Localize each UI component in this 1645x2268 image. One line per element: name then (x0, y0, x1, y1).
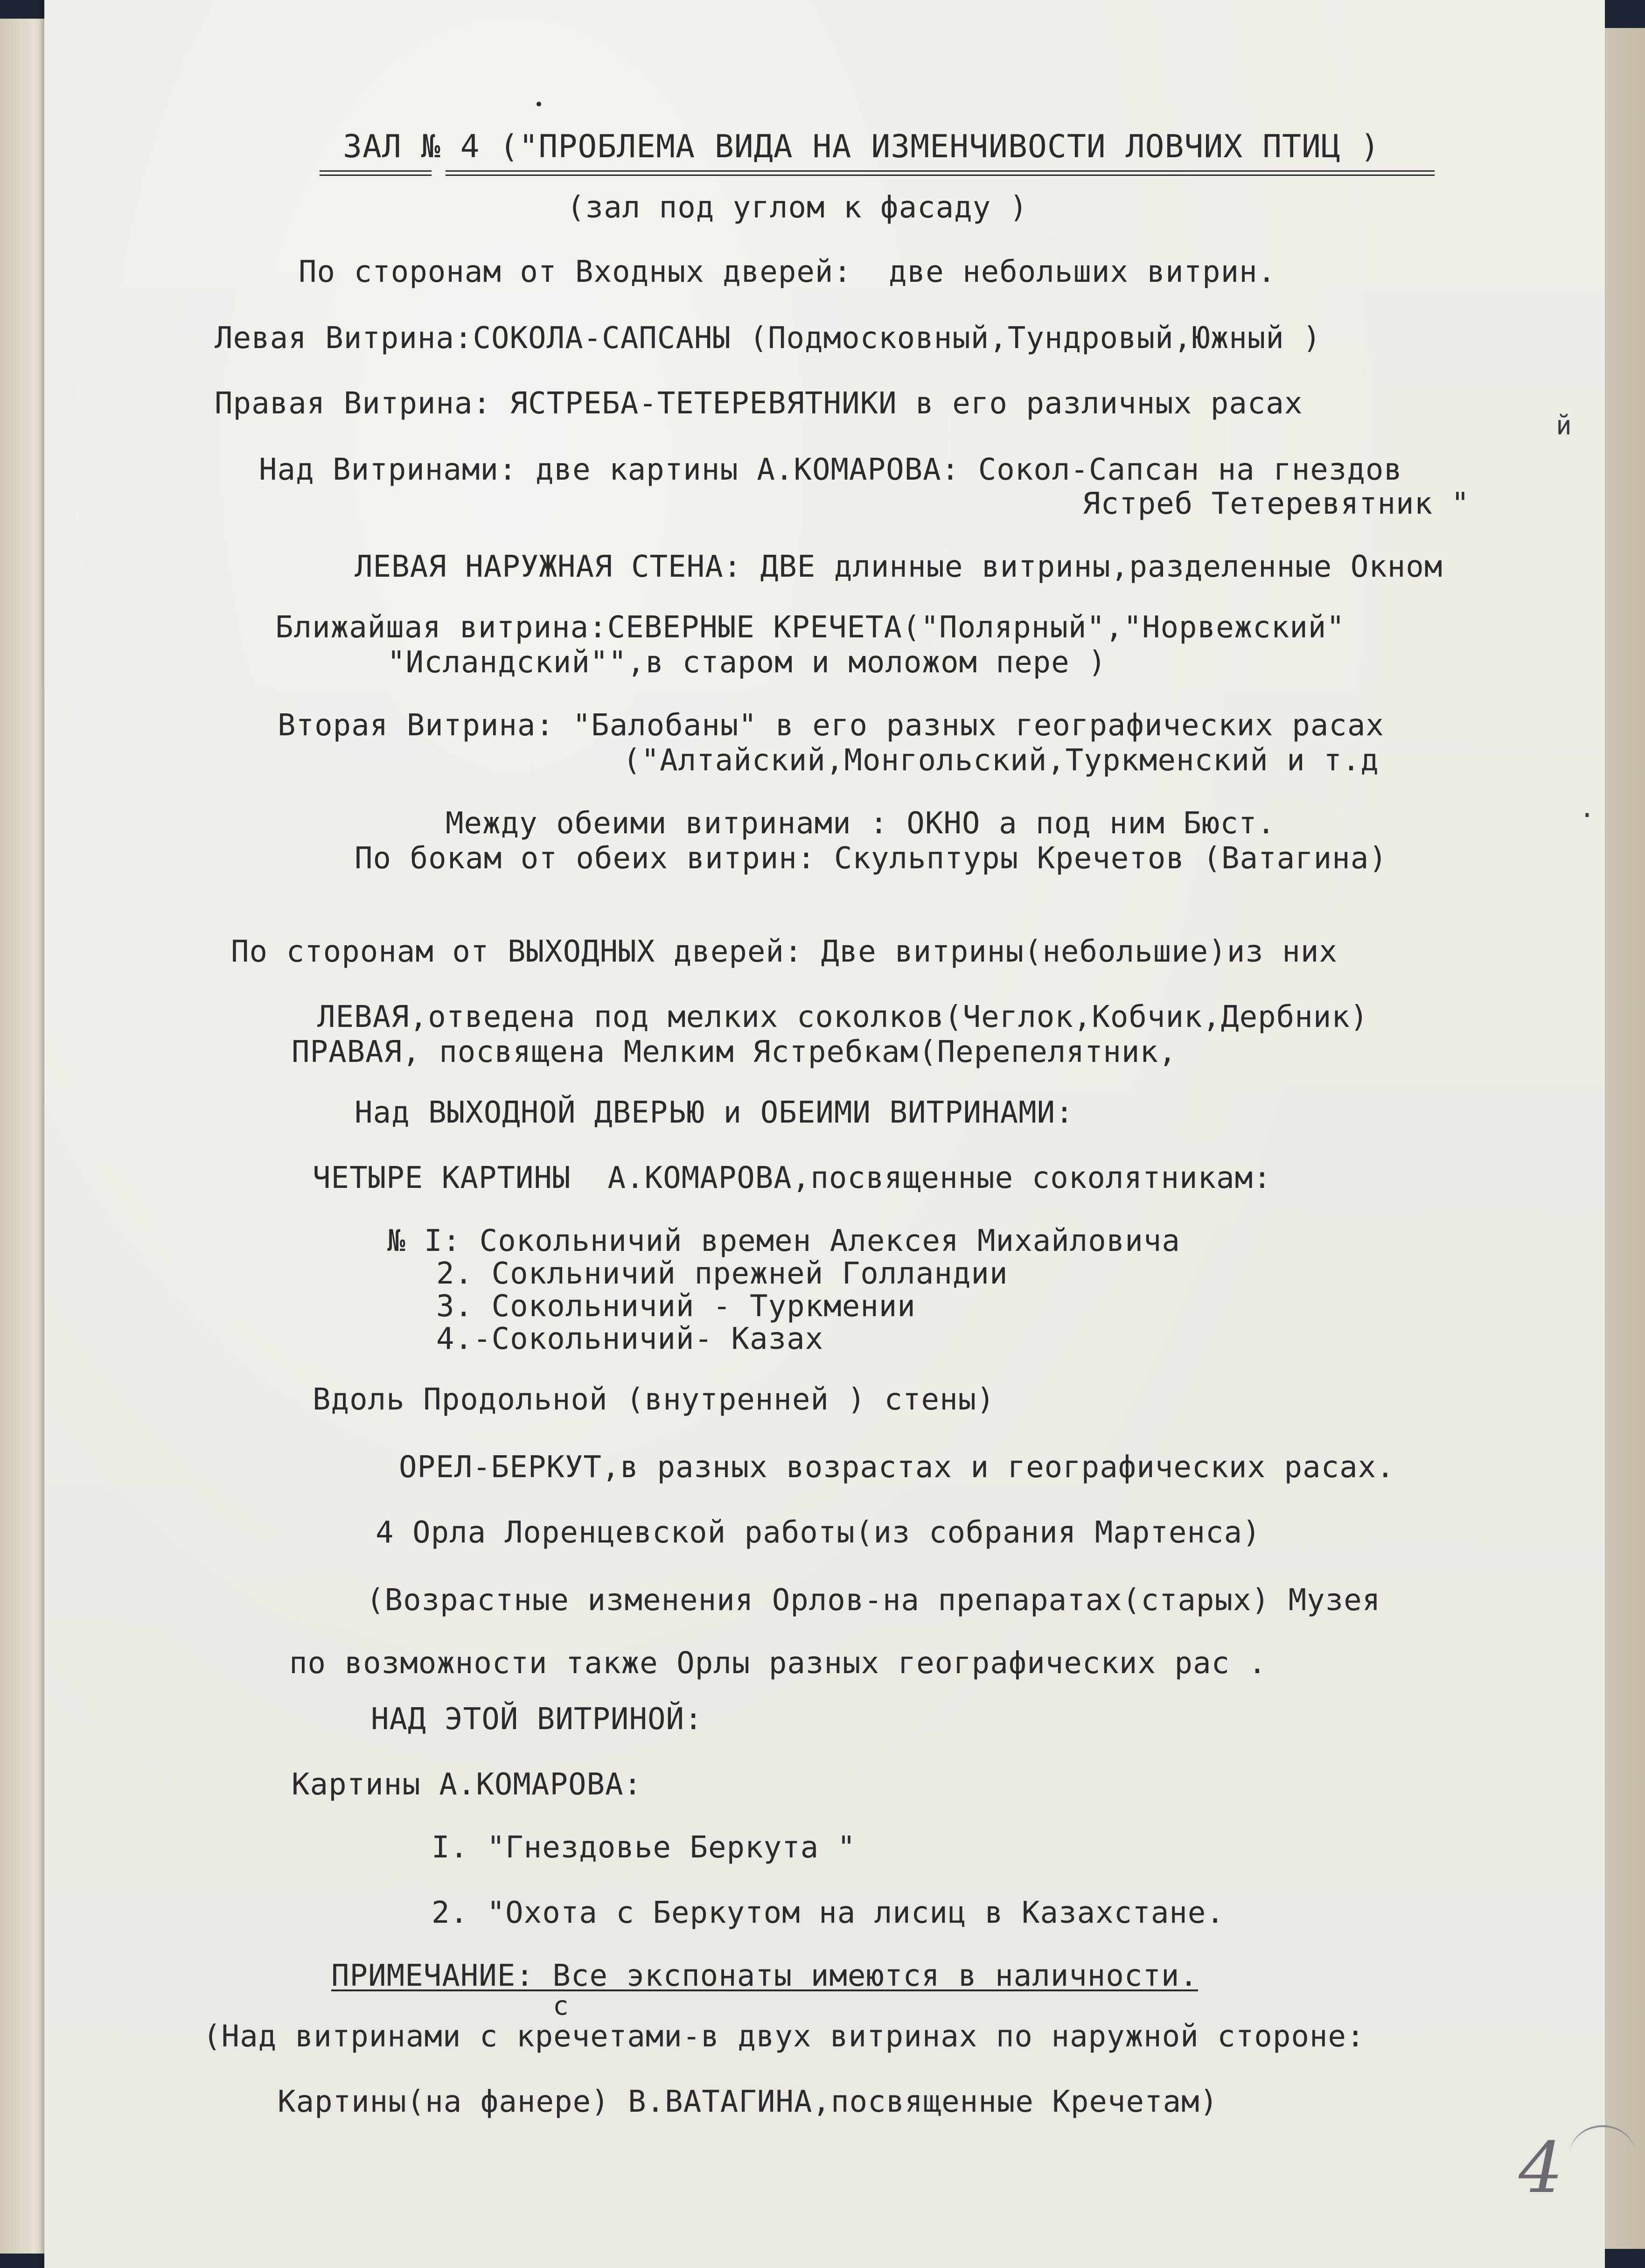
text-line-20: 4 Орла Лоренцевской работы(из собрания Мартенса) (376, 1515, 1261, 1550)
text-line-1: По сторонам от Входных дверей: две небольших витрин. (299, 255, 1276, 289)
text-line-7: Ближайшая витрина:СЕВЕРНЫЕ КРЕЧЕТА("Полярный","Норвежский" (275, 610, 1345, 645)
list-item-4: 4.-Сокольничий- Казах (436, 1322, 824, 1356)
list-item-2: 2. Сокльничий прежней Голландии (436, 1256, 1008, 1291)
text-line-23: НАД ЭТОЙ ВИТРИНОЙ: (371, 1702, 703, 1737)
title-rule-long (446, 170, 1435, 176)
list-item-3: 3. Сокольничий - Туркмении (436, 1289, 916, 1324)
text-line-17: ЧЕТЫРЕ КАРТИНЫ А.КОМАРОВА,посвященные соколятникам: (313, 1161, 1272, 1195)
note-line: ПРИМЕЧАНИЕ: Все экспонаты имеются в наличности. (331, 1959, 1198, 1993)
text-line-6: ЛЕВАЯ НАРУЖНАЯ СТЕНА: ДВЕ длинные витрины,разделенные Окном (355, 550, 1443, 584)
text-line-25: I. "Гнездовье Беркута " (432, 1830, 856, 1865)
text-line-19: ОРЕЛ-БЕРКУТ,в разных возрастах и географических расах. (399, 1450, 1395, 1485)
title-rule-short (320, 170, 432, 176)
text-line-2: Левая Витрина:СОКОЛА-САПСАНЫ (Подмосковный,Тундровый,Южный ) (215, 321, 1321, 356)
page-subtitle: (зал под углом к фасаду ) (567, 190, 1028, 225)
text-line-27: (Над витринами с кречетами-в двух витринах по наружной стороне: (203, 2019, 1365, 2054)
page-title: ЗАЛ № 4 ("ПРОБЛЕМА ВИДА НА ИЗМЕНЧИВОСТИ ЛОВЧИХ ПТИЦ ) (343, 128, 1380, 165)
text-line-14: ЛЕВАЯ,отведена под мелких соколков(Чеглок,Кобчик,Дербник) (317, 1000, 1369, 1034)
margin-mark-1: й (1556, 411, 1572, 441)
list-item-1: № I: Сокольничий времен Алексея Михайловича (387, 1224, 1180, 1258)
text-line-21: (Возрастные изменения Орлов-на препаратах(старых) Музея (366, 1583, 1381, 1618)
text-line-9: Вторая Витрина: "Балобаны" в его разных географических расах (278, 708, 1384, 743)
page-number: 4 (1519, 2128, 1563, 2209)
page-number-flourish (1570, 2125, 1635, 2183)
text-line-8: "Исландский"",в старом и моложом пере ) (387, 645, 1107, 680)
text-line-5: Ястреб Тетеревятник " (1082, 487, 1470, 521)
text-line-26: 2. "Охота с Беркутом на лисиц в Казахстане. (432, 1896, 1225, 1930)
text-line-24: Картины А.КОМАРОВА: (292, 1767, 642, 1802)
handwritten-insert: с (553, 1991, 569, 2021)
text-line-18: Вдоль Продольной (внутренней ) стены) (313, 1382, 995, 1417)
text-line-22: по возможности также Орлы разных географических рас . (289, 1646, 1267, 1681)
margin-mark-2: . (1579, 793, 1595, 823)
text-line-28: Картины(на фанере) В.ВАТАГИНА,посвященные Кречетам) (278, 2085, 1219, 2119)
text-line-10: ("Алтайский,Монгольский,Туркменский и т.д (623, 743, 1379, 778)
text-line-3: Правая Витрина: ЯСТРЕБА-ТЕТЕРЕВЯТНИКИ в его различных расах (215, 386, 1303, 421)
text-line-12: По бокам от обеих витрин: Скульптуры Кречетов (Ватагина) (355, 841, 1387, 876)
ink-dot (537, 102, 541, 106)
text-line-15: ПРАВАЯ, посвящена Мелким Ястребкам(Перепелятник, (292, 1035, 1177, 1069)
text-line-16: Над ВЫХОДНОЙ ДВЕРЬЮ и ОБЕИМИ ВИТРИНАМИ: (355, 1096, 1074, 1130)
typewritten-page (44, 0, 1605, 2268)
text-line-4: Над Витринами: две картины А.КОМАРОВА: Сокол-Сапсан на гнездов (259, 453, 1402, 487)
text-line-13: По сторонам от ВЫХОДНЫХ дверей: Две витрины(небольшие)из них (231, 935, 1338, 969)
text-line-11: Между обеими витринами : ОКНО а под ним Бюст. (446, 806, 1276, 841)
